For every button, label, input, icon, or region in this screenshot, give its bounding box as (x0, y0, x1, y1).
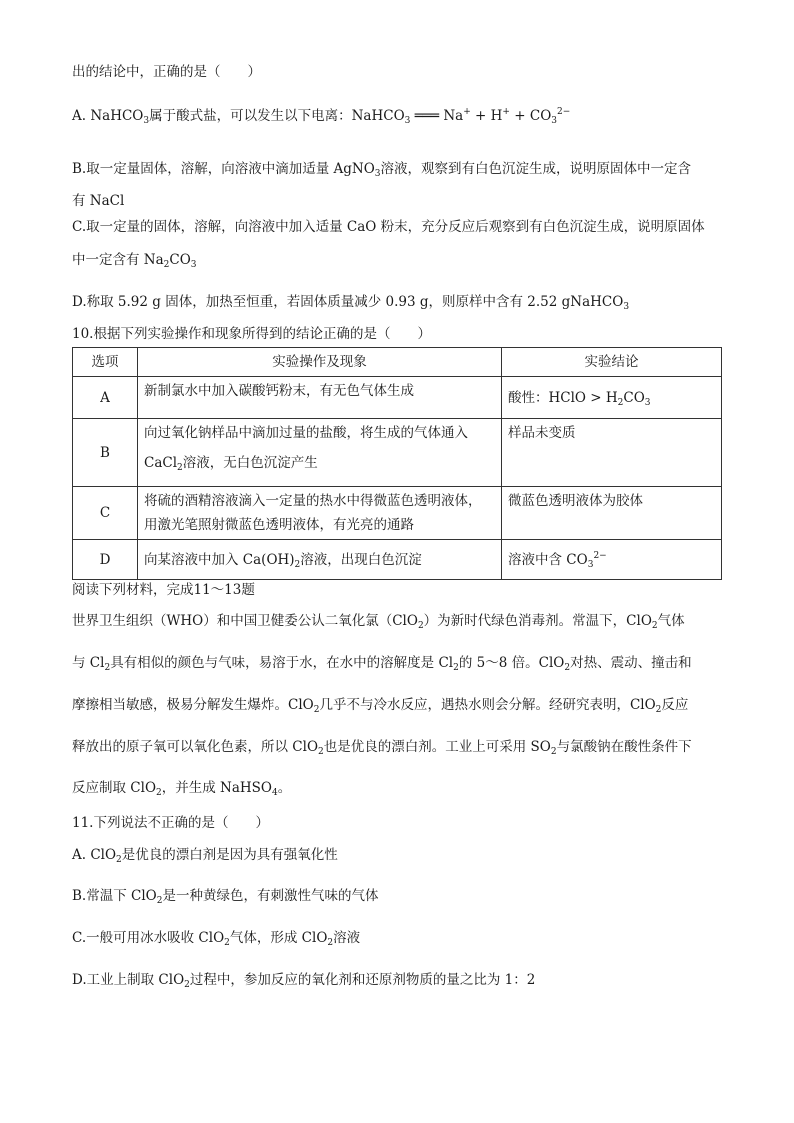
table-row (73, 487, 722, 540)
q11-option-d: D.工业上制取 ClO$_2$过程中，参加反应的氧化剂和还原剂物质的量之比为 1：2 (72, 972, 536, 990)
q11-option-b: B.常温下 ClO$_2$是一种黄绿色，有刺激性气味的气体 (72, 888, 379, 906)
q9-option-c-line2: 中一定含有 $Na_2CO_3$ (72, 252, 197, 270)
passage-line-3: 摩擦相当敏感，极易分解发生爆炸。ClO$_2$几乎不与冷水反应，遇热水则会分解。经研究表明，ClO$_2$反应 (72, 697, 689, 715)
passage-intro: 阅读下列材料，完成11～13题 (72, 582, 255, 598)
q9-option-b-line1: B.取一定量固体，溶解，向溶液中滴加适量 AgNO$_3$溶液，观察到有白色沉淀生成，说明原固体中一定含 (72, 161, 692, 179)
table-row (73, 540, 722, 580)
row-operation: 向过氧化钠样品中滴加过量的盐酸，将生成的气体通入 CaCl$_2$溶液，无白色沉淀产生 (138, 419, 502, 487)
q9-stem-tail: 出的结论中，正确的是（ ） (72, 64, 261, 80)
row-conclusion: 微蓝色透明液体为胶体 (502, 487, 722, 540)
row-conclusion: 样品未变质 (502, 419, 722, 487)
table-row (73, 377, 722, 419)
q10-stem: 10.根据下列实验操作和现象所得到的结论正确的是（ ） (72, 326, 431, 342)
row-operation: 新制氯水中加入碳酸钙粉末，有无色气体生成 (138, 377, 502, 419)
q11-option-a: A. ClO$_2$是优良的漂白剂是因为具有强氧化性 (72, 847, 338, 865)
row-conclusion: 溶液中含 $CO_3^{2-}$ (502, 540, 722, 580)
row-conclusion: 酸性：HClO > $H_2CO_3$ (502, 377, 722, 419)
table-header-row (73, 348, 722, 377)
q9-option-d: D.称取 5.92 g 固体，加热至恒重，若固体质量减少 0.93 g，则原样中含有 2.52 gNaHCO$_3$ (72, 294, 630, 312)
q11-option-c: C.一般可用冰水吸收 ClO$_2$气体，形成 ClO$_2$溶液 (72, 930, 361, 948)
table-row (73, 419, 722, 487)
row-option: B (73, 419, 138, 487)
row-option: A (73, 377, 138, 419)
q9-option-b-line2: 有 NaCl (72, 193, 125, 209)
q9-option-c-line1: C.取一定量的固体，溶解，向溶液中加入适量 CaO 粉末，充分反应后观察到有白色沉淀生成，说明原固体 (72, 219, 705, 235)
q9-option-a: A. NaHCO$_3$属于酸式盐，可以发生以下电离：NaHCO$_3$ ═══ $Na^+ + H^+ + CO_3^{2-}$ (72, 107, 571, 126)
passage-line-2: 与 $Cl_2$具有相似的颜色与气味，易溶于水，在水中的溶解度是 $Cl_2$的 5～8 倍。ClO$_2$对热、震动、撞击和 (72, 655, 692, 673)
passage-line-1: 世界卫生组织（WHO）和中国卫健委公认二氧化氯（ClO$_2$）为新时代绿色消毒剂。常温下，ClO$_2$气体 (72, 613, 685, 631)
passage-line-5: 反应制取 ClO$_2$，并生成 NaHSO$_4$。 (72, 780, 292, 798)
row-option: C (73, 487, 138, 540)
row-option: D (73, 540, 138, 580)
q10-table (72, 347, 722, 580)
row-operation: 将硫的酒精溶液滴入一定量的热水中得微蓝色透明液体， 用激光笔照射微蓝色透明液体，有光亮的通路 (138, 487, 502, 540)
row-operation: 向某溶液中加入 $Ca(OH)_2$溶液，出现白色沉淀 (138, 540, 502, 580)
q11-stem: 11.下列说法不正确的是（ ） (72, 815, 269, 831)
passage-line-4: 释放出的原子氧可以氧化色素，所以 ClO$_2$也是优良的漂白剂。工业上可采用 $SO_2$与氯酸钠在酸性条件下 (72, 739, 692, 757)
header-conclusion: 实验结论 (502, 348, 722, 377)
header-operation: 实验操作及现象 (138, 348, 502, 377)
header-option: 选项 (73, 348, 138, 377)
